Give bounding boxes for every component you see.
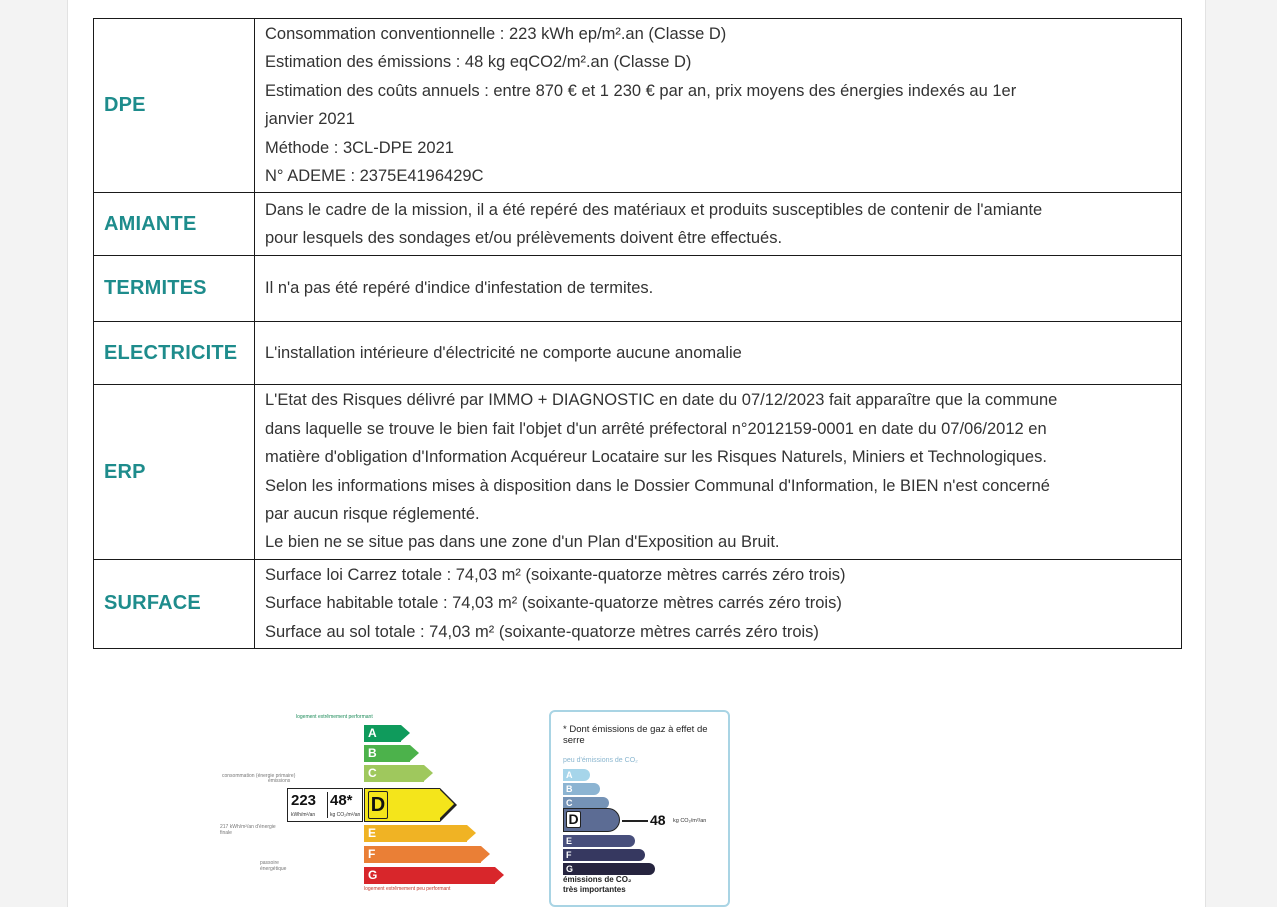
row-erp [94, 385, 1182, 559]
row-label-erp: ERP [94, 385, 255, 559]
text-line: Surface habitable totale : 74,03 m² (soixante-quatorze mètres carrés zéro trois) [265, 594, 842, 613]
ges-class-b [563, 783, 600, 795]
emissions-caption: émissions [268, 778, 291, 784]
class-letter: G [566, 864, 574, 874]
ges-label [549, 710, 730, 907]
text-line: N° ADEME : 2375E4196429C [265, 167, 484, 186]
document-page [67, 0, 1206, 907]
energy-class-g [364, 867, 495, 884]
row-content-electricite [255, 322, 1182, 385]
class-arrow [495, 867, 504, 883]
class-arrow-fill [439, 789, 454, 819]
text-line: pour lesquels des sondages et/ou prélèvements doivent être effectués. [265, 228, 783, 247]
class-letter: F [566, 850, 572, 860]
class-letter: B [566, 784, 573, 794]
ges-class-d-selected [563, 808, 620, 832]
divider [327, 792, 328, 818]
text-line: L'Etat des Risques délivré par IMMO + DIAGNOSTIC en date du 07/12/2023 fait apparaître que la commune [265, 391, 1058, 410]
selected-class-letter: D [566, 811, 581, 828]
class-arrow [467, 825, 476, 841]
ges-class-g [563, 863, 655, 875]
text-line: Surface loi Carrez totale : 74,03 m² (soixante-quatorze mètres carrés zéro trois) [265, 565, 846, 584]
passoire-caption: passoire énergétique [260, 860, 287, 872]
row-content-surface [255, 559, 1182, 648]
diagnostics-table [93, 18, 1182, 649]
row-content-amiante [255, 193, 1182, 256]
ges-class-e [563, 835, 635, 847]
energy-value-box [287, 788, 363, 822]
ges-header: * Dont émissions de gaz à effet de serre [563, 724, 708, 746]
class-letter: C [368, 766, 377, 780]
ges-unit: kg CO₂/m²/an [673, 818, 707, 824]
class-arrow [410, 745, 419, 761]
ges-value: 48 [650, 812, 666, 828]
row-surface [94, 559, 1182, 648]
text-line: Le bien ne se situe pas dans une zone d'un Plan d'Exposition au Bruit. [265, 533, 780, 552]
text-line: par aucun risque réglementé. [265, 505, 480, 524]
selected-class-letter: D [368, 791, 388, 819]
text-line: Surface au sol totale : 74,03 m² (soixante-quatorze mètres carrés zéro trois) [265, 622, 819, 641]
class-letter: C [566, 798, 573, 808]
row-label-amiante: AMIANTE [94, 193, 255, 256]
ges-class-a [563, 769, 590, 781]
row-dpe [94, 19, 1182, 193]
text-line: Dans le cadre de la mission, il a été repéré des matériaux et produits susceptibles de contenir de l'amiante [265, 200, 1043, 219]
text-line: dans laquelle se trouve le bien fait l'objet d'un arrêté préfectoral n°2012159-0001 en date du 07/06/2012 en [265, 419, 1047, 438]
energy-class-b [364, 745, 410, 762]
consumption-value: 223 [291, 792, 317, 809]
energy-top-caption: logement extrêmement performant [296, 714, 373, 720]
text-line: Estimation des coûts annuels : entre 870 € et 1 230 € par an, prix moyens des énergies indexés au 1er [265, 81, 1017, 100]
energy-class-d-selected [364, 788, 440, 822]
ges-bottom-caption: émissions de CO₂ très importantes [563, 875, 632, 894]
energy-class-c [364, 765, 424, 782]
emissions-unit: kg CO₂/m²/an [330, 812, 361, 818]
class-letter: E [566, 836, 573, 846]
consumption-unit: kWh/m²/an [291, 812, 316, 818]
row-termites [94, 256, 1182, 322]
energy-class-f [364, 846, 481, 863]
text-line: janvier 2021 [265, 110, 355, 129]
row-amiante [94, 193, 1182, 256]
row-label-surface: SURFACE [94, 559, 255, 648]
row-content-erp [255, 385, 1182, 559]
class-arrow [481, 846, 490, 862]
class-arrow [424, 765, 433, 781]
class-arrow [401, 725, 410, 741]
class-letter: E [368, 826, 377, 840]
text-line: Il n'a pas été repéré d'indice d'infestation de termites. [265, 279, 654, 298]
energy-class-a [364, 725, 401, 742]
row-electricite [94, 322, 1182, 385]
ges-pointer-line [622, 820, 648, 822]
text-line: Consommation conventionnelle : 223 kWh ep/m².an (Classe D) [265, 25, 727, 43]
class-letter: G [368, 868, 378, 882]
text-line: L'installation intérieure d'électricité ne comporte aucune anomalie [265, 343, 742, 362]
energy-label [218, 712, 451, 902]
ges-top-caption: peu d'émissions de CO₂ [563, 757, 638, 764]
row-label-termites: TERMITES [94, 256, 255, 322]
consumption-caption: consommation (énergie primaire) [222, 773, 296, 779]
row-label-electricite: ELECTRICITE [94, 322, 255, 385]
energy-class-e [364, 825, 467, 842]
text-line: Estimation des émissions : 48 kg eqCO2/m².an (Classe D) [265, 53, 692, 72]
text-line: matière d'obligation d'Information Acquéreur Locataire sur les Risques Naturels, Miniers et Technologiques. [265, 448, 1047, 467]
ges-class-f [563, 849, 645, 861]
class-letter: A [566, 770, 573, 780]
row-content-termites [255, 256, 1182, 322]
row-content-dpe [255, 19, 1182, 193]
final-energy-note: 217 kWh/m²/an d'énergie finale [220, 824, 276, 836]
class-letter: F [368, 847, 376, 861]
energy-bottom-caption: logement extrêmement peu performant [364, 886, 451, 892]
emissions-value: 48* [330, 792, 353, 809]
text-line: Méthode : 3CL-DPE 2021 [265, 138, 454, 157]
class-letter: B [368, 746, 377, 760]
class-letter: A [368, 726, 377, 740]
row-label-dpe: DPE [94, 19, 255, 193]
text-line: Selon les informations mises à disposition dans le Dossier Communal d'Information, le BIEN n'est concerné [265, 476, 1050, 495]
